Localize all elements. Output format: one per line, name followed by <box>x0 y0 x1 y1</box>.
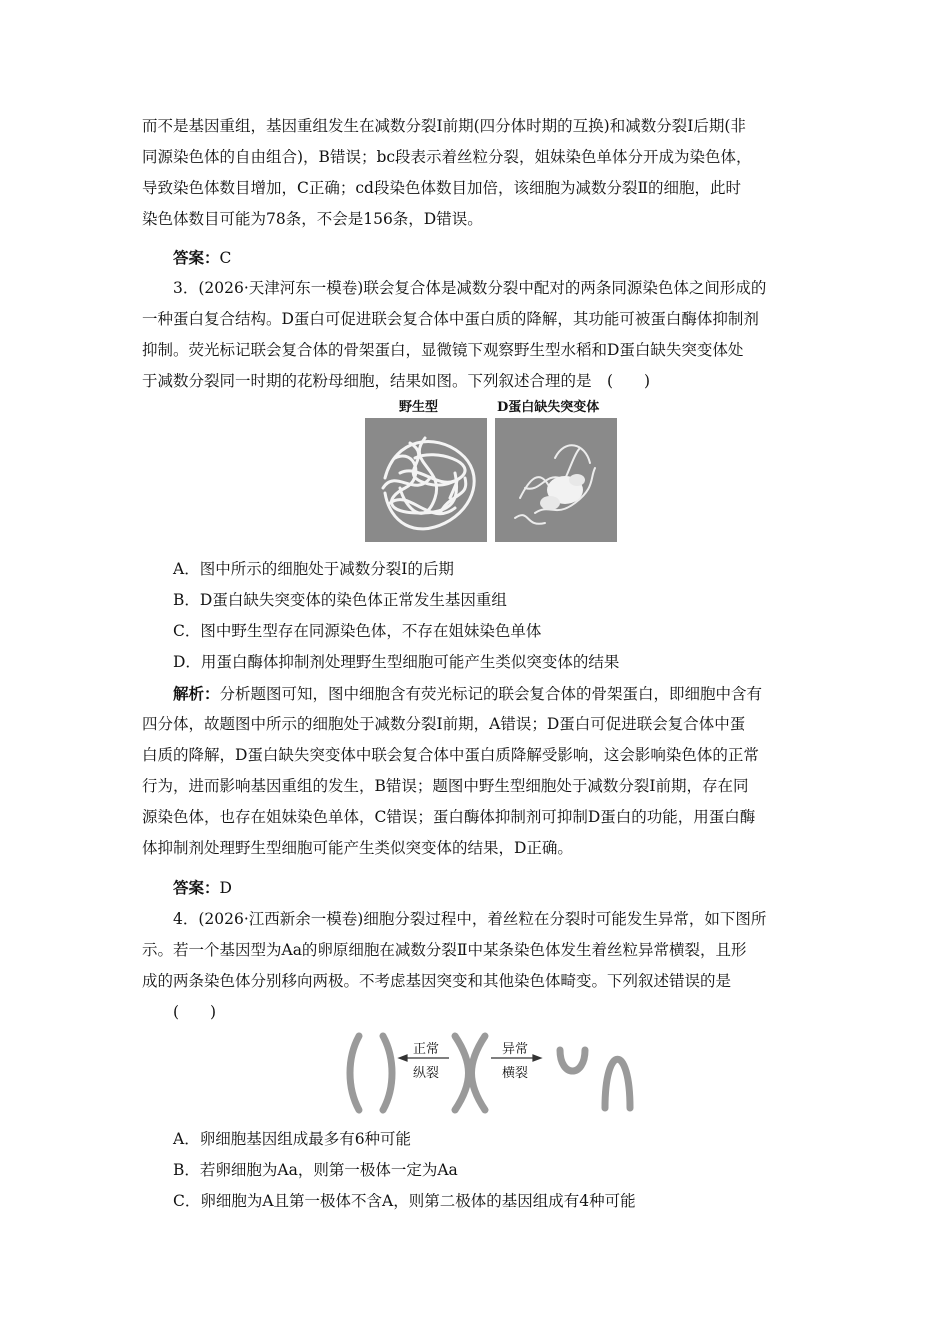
wild-type-micrograph <box>365 418 487 542</box>
chromosome-diagram <box>345 1028 635 1118</box>
option-a: A．卵细胞基因组成最多有6种可能 <box>173 1130 412 1148</box>
text-line: 行为，进而影响基因重组的发生，B错误；题图中野生型细胞处于减数分裂Ⅰ前期，存在同 <box>142 777 749 795</box>
text-line: 体抑制剂处理野生型细胞可能产生类似突变体的结果，D正确。 <box>142 839 573 857</box>
question-3-analysis <box>142 678 812 864</box>
question-3-options <box>142 554 812 678</box>
text-line: ( ) <box>173 1003 217 1021</box>
label-normal: 正常 <box>413 1042 440 1057</box>
question-4-stem <box>142 904 812 1028</box>
text-line: 一种蛋白复合结构。D蛋白可促进联会复合体中蛋白质的降解，其功能可被蛋白酶体抑制剂 <box>142 310 759 328</box>
analysis-label: 解析： <box>173 684 220 703</box>
label-abnormal: 异常 <box>502 1042 529 1057</box>
mutant-micrograph <box>495 418 617 542</box>
question-3-stem <box>142 273 812 397</box>
text-line: 而不是基因重组，基因重组发生在减数分裂Ⅰ前期(四分体时期的互换)和减数分裂Ⅰ后期(非 <box>142 117 746 135</box>
answer-2 <box>142 242 812 273</box>
option-a: A．图中所示的细胞处于减数分裂Ⅰ的后期 <box>173 560 454 578</box>
label-longitudinal: 纵裂 <box>413 1066 440 1081</box>
option-d: D．用蛋白酶体抑制剂处理野生型细胞可能产生类似突变体的结果 <box>173 653 620 671</box>
text-line: 3．(2026·天津河东一模卷)联会复合体是减数分裂中配对的两条同源染色体之间形成的 <box>173 279 767 297</box>
option-b: B．若卵细胞为Aa，则第一极体一定为Aa <box>173 1161 458 1179</box>
answer-value: C <box>219 249 232 267</box>
option-c: C．卵细胞为A且第一极体不含A，则第二极体的基因组成有4种可能 <box>173 1192 636 1210</box>
text-line: 抑制。荧光标记联会复合体的骨架蛋白，显微镜下观察野生型水稻和D蛋白缺失突变体处 <box>142 341 744 359</box>
text-line: 白质的降解，D蛋白缺失突变体中联会复合体中蛋白质降解受影响，这会影响染色体的正常 <box>142 746 759 764</box>
intro-paragraph <box>142 111 812 235</box>
answer-3 <box>142 872 812 903</box>
micrograph-figure <box>365 396 620 546</box>
answer-label: 答案： <box>173 248 220 267</box>
centromere-division-diagram <box>345 1028 635 1118</box>
option-b: B．D蛋白缺失突变体的染色体正常发生基因重组 <box>173 591 507 609</box>
text-line: 示。若一个基因型为Aa的卵原细胞在减数分裂Ⅱ中某条染色体发生着丝粒异常横裂，且形 <box>142 941 747 959</box>
text-line: 分析题图可知，图中细胞含有荧光标记的联会复合体的骨架蛋白，即细胞中含有 <box>219 685 763 703</box>
text-line: 成的两条染色体分别移向两极。不考虑基因突变和其他染色体畸变。下列叙述错误的是 <box>142 972 732 990</box>
label-transverse: 横裂 <box>502 1066 529 1081</box>
text-line: 染色体数目可能为78条，不会是156条，D错误。 <box>142 210 483 228</box>
text-line: 导致染色体数目增加，C正确；cd段染色体数目加倍，该细胞为减数分裂Ⅱ的细胞，此时 <box>142 179 742 197</box>
figure-label-mutant: D蛋白缺失突变体 <box>497 400 600 415</box>
figure-label-wild-type: 野生型 <box>399 400 439 415</box>
option-c: C．图中野生型存在同源染色体，不存在姐妹染色单体 <box>173 622 542 640</box>
answer-label: 答案： <box>173 878 220 897</box>
text-line: 于减数分裂同一时期的花粉母细胞，结果如图。下列叙述合理的是 ( ) <box>142 372 651 390</box>
answer-value: D <box>219 879 232 897</box>
text-line: 同源染色体的自由组合)，B错误；bc段表示着丝粒分裂，姐妹染色单体分开成为染色体， <box>142 148 752 166</box>
text-line: 源染色体，也存在姐妹染色单体，C错误；蛋白酶体抑制剂可抑制D蛋白的功能，用蛋白酶 <box>142 808 756 826</box>
text-line: 四分体，故题图中所示的细胞处于减数分裂Ⅰ前期，A错误；D蛋白可促进联会复合体中蛋 <box>142 715 746 733</box>
text-line: 4．(2026·江西新余一模卷)细胞分裂过程中，着丝粒在分裂时可能发生异常，如下图所 <box>173 910 767 928</box>
question-4-options <box>142 1124 812 1217</box>
